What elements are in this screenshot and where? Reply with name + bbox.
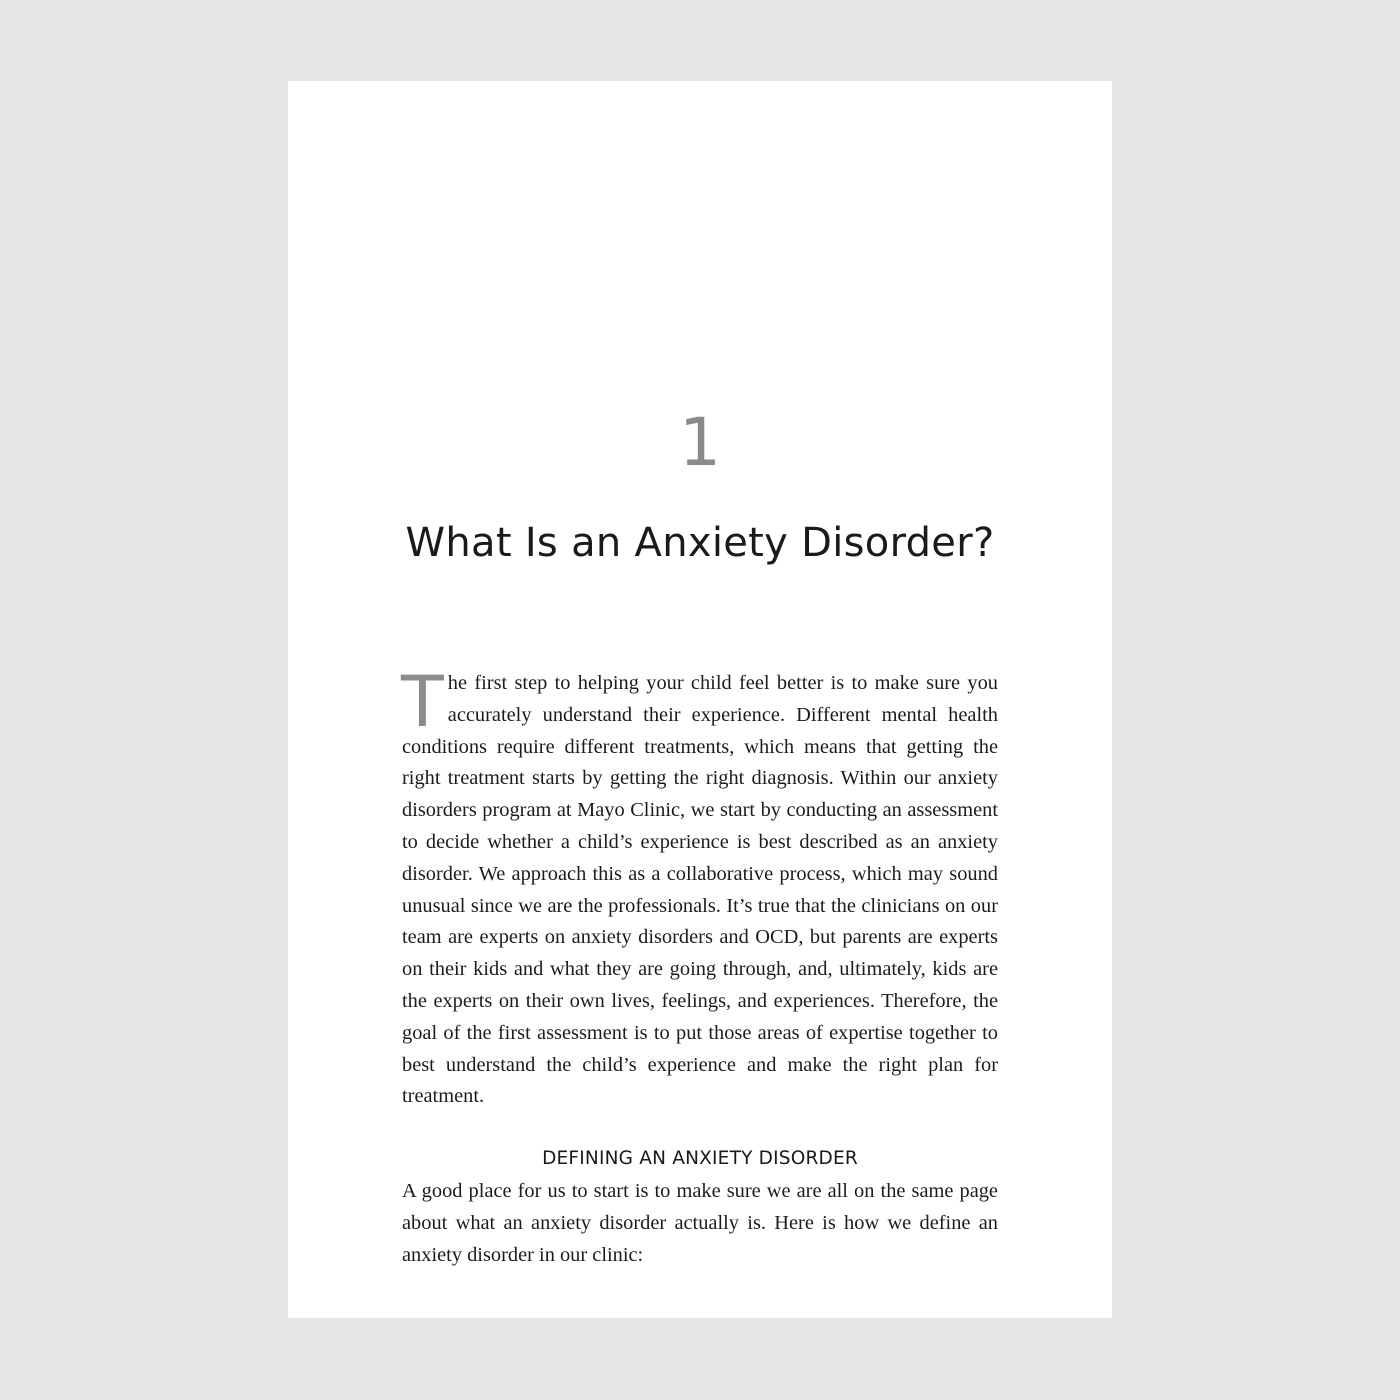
chapter-title: What Is an Anxiety Disorder? — [405, 520, 995, 566]
drop-cap: T — [401, 661, 444, 743]
intro-text: he first step to helping your child feel better is to make sure you accurately understand their experience. Different mental health conditions require different treatments, which means that getting the right treatment starts by getting the right diagnosis. Within our anxiety disorders program at Mayo Clinic, we start by conducting an assessment to decide whether a child’s experience is best described as an anxiety disorder. We approach this as a collaborative process, which may sound unusual since we are the professionals. It’s true that the clinicians on our team are experts on anxiety disorders and OCD, but parents are experts on their kids and what they are going through, and, ultimately, kids are the experts on their own lives, feelings, and experiences. Therefore, the goal of the first assessment is to put those areas of expertise together to best understand the child’s experience and make the right plan for treatment. — [402, 672, 998, 1108]
intro-paragraph — [401, 661, 998, 1113]
section-heading: DEFINING AN ANXIETY DISORDER — [542, 1148, 858, 1169]
book-page — [288, 81, 1112, 1318]
section-paragraph: A good place for us to start is to make sure we are all on the same page about what an anxiety disorder actually is. Here is how we define an anxiety disorder in our clinic: — [402, 1180, 998, 1266]
chapter-number: 1 — [679, 404, 721, 481]
